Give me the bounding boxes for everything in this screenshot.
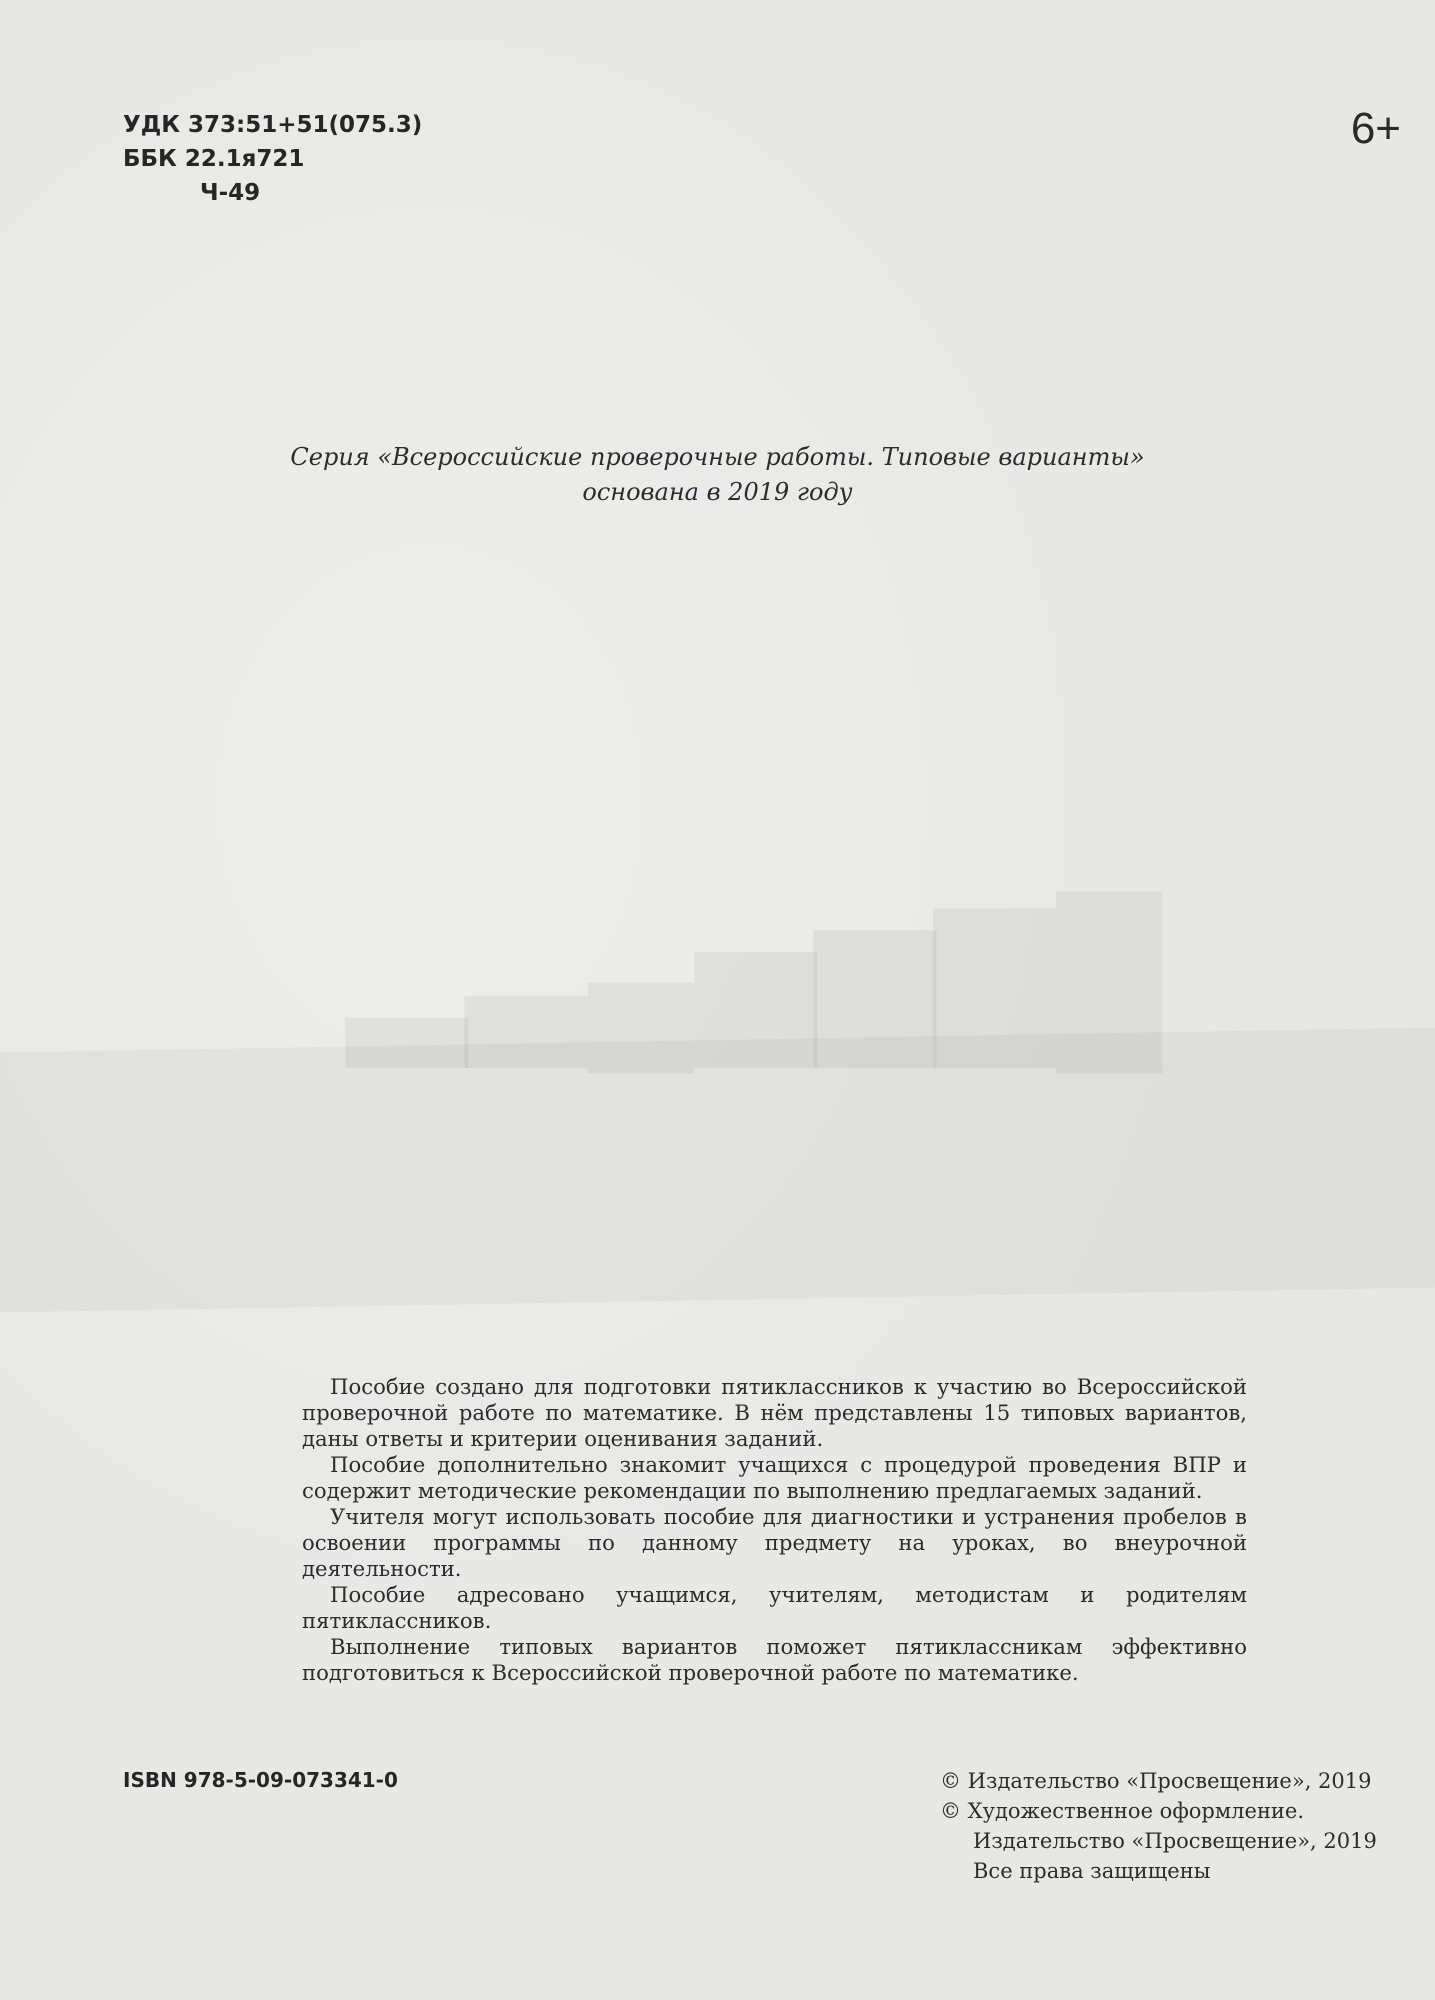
bbk-code: ББК 22.1я721 — [123, 146, 305, 172]
author-mark: Ч-49 — [200, 180, 261, 206]
annotation — [302, 1374, 1247, 1686]
copyright-block — [940, 1766, 1377, 1886]
bibliographic-codes — [123, 108, 422, 210]
udk-code: УДК 373:51+51(075.3) — [123, 112, 423, 138]
series-line-1: Серия «Всероссийские проверочные работы. Типовые варианты» — [290, 443, 1145, 471]
annotation-paragraph: Пособие дополнительно знакомит учащихся с процедурой проведения ВПР и содержит методические рекомендации по выполнению предлагаемых заданий. — [302, 1452, 1247, 1503]
show-through-decoration: █▇▆▅▄▃▂ — [345, 892, 1163, 1060]
isbn: ISBN 978-5-09-073341-0 — [123, 1768, 398, 1792]
copyright-line: Издательство «Просвещение», 2019 — [973, 1829, 1377, 1853]
copyright-line: © Художественное оформление. — [940, 1799, 1305, 1823]
annotation-paragraph: Пособие создано для подготовки пятиклассников к участию во Всероссийской проверочной работе по математике. В нём представлены 15 типовых вариантов, даны ответы и критерии оценивания заданий. — [302, 1374, 1247, 1451]
annotation-paragraph: Выполнение типовых вариантов поможет пятиклассникам эффективно подготовиться к Всероссийской проверочной работе по математике. — [302, 1634, 1247, 1685]
annotation-paragraph: Пособие адресовано учащимся, учителям, методистам и родителям пятиклассников. — [302, 1582, 1247, 1633]
show-through-band — [0, 1027, 1435, 1312]
series-line-2: основана в 2019 году — [582, 478, 853, 506]
copyright-line: Все права защищены — [973, 1859, 1211, 1883]
age-rating: 6+ — [1350, 104, 1401, 153]
series-note — [0, 440, 1435, 510]
copyright-line: © Издательство «Просвещение», 2019 — [940, 1769, 1372, 1793]
annotation-paragraph: Учителя могут использовать пособие для диагностики и устранения пробелов в освоении программы по данному предмету на уроках, во внеурочной деятельности. — [302, 1504, 1247, 1581]
